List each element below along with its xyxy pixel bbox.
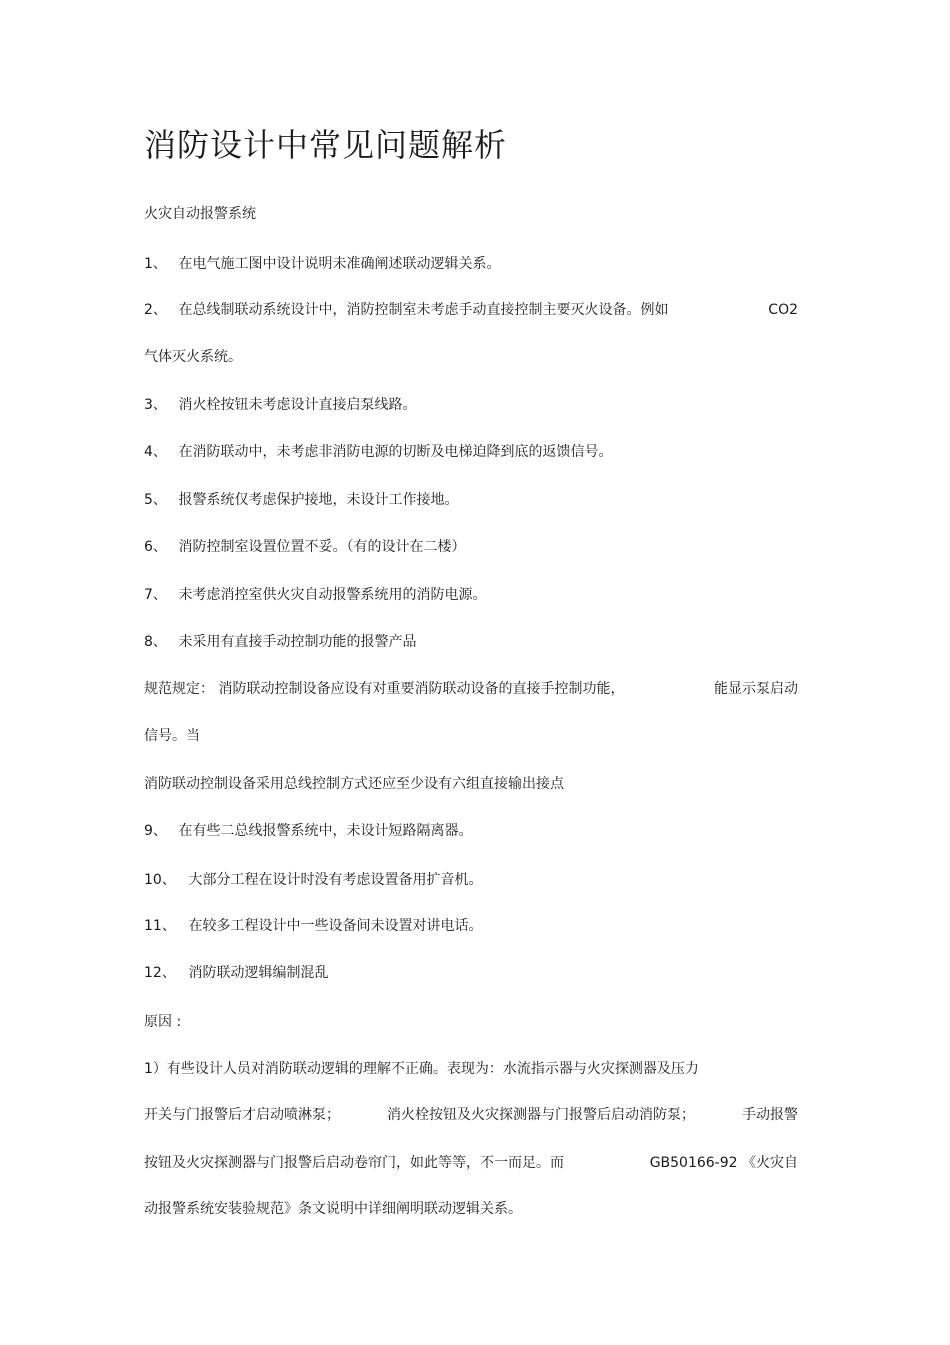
item-text: 未考虑消控室供火灾自动报警系统用的消防电源。 bbox=[178, 587, 487, 603]
reason-label: 原因 : bbox=[144, 1014, 182, 1030]
item-number: 1、 bbox=[144, 256, 167, 272]
section-heading: 火灾自动报警系统 bbox=[144, 206, 256, 222]
spec-text-tail: 能显示泵启动 bbox=[714, 681, 798, 697]
spec-text: 规范规定： 消防联动控制设备应设有对重要消防联动设备的直接手控制功能， bbox=[144, 681, 625, 697]
item-number: 11、 bbox=[144, 918, 176, 934]
page-title: 消防设计中常见问题解析 bbox=[144, 126, 508, 164]
item-text: 在电气施工图中设计说明未准确阐述联动逻辑关系。 bbox=[178, 256, 501, 272]
list-item-5 bbox=[144, 490, 458, 510]
reason-text-a: 开关与门报警后才启动喷淋泵； bbox=[144, 1107, 340, 1123]
item-text: 在有些二总线报警系统中，未设计短路隔离器。 bbox=[178, 823, 473, 839]
item-text: 消防联动逻辑编制混乱 bbox=[188, 965, 329, 981]
item-number: 6、 bbox=[144, 539, 167, 555]
list-item-12 bbox=[144, 963, 328, 983]
item-text: 在总线制联动系统设计中，消防控制室未考虑手动直接控制主要灭火设备。例如 bbox=[178, 302, 669, 318]
list-item-3 bbox=[144, 395, 416, 415]
reason-text-b: 消火栓按钮及火灾探测器与门报警后启动消防泵； bbox=[387, 1107, 695, 1123]
item-text: 在较多工程设计中一些设备间未设置对讲电话。 bbox=[188, 918, 483, 934]
list-item-8 bbox=[144, 632, 416, 652]
reason-text-b: GB50166-92 《火灾自 bbox=[649, 1155, 798, 1171]
item-number: 8、 bbox=[144, 634, 167, 650]
list-item-2 bbox=[144, 300, 798, 320]
item-number: 7、 bbox=[144, 587, 167, 603]
list-item-2-continued: 气体灭火系统。 bbox=[144, 349, 242, 365]
item-number: 10、 bbox=[144, 872, 176, 888]
item-number: 3、 bbox=[144, 397, 167, 413]
item-number: 4、 bbox=[144, 444, 167, 460]
list-item-1 bbox=[144, 254, 500, 274]
list-item-9 bbox=[144, 821, 472, 841]
reason-text-c: 手动报警 bbox=[742, 1107, 798, 1123]
spec-line-2: 信号。当 bbox=[144, 728, 200, 744]
reason-line-3 bbox=[144, 1153, 798, 1173]
item-number: 9、 bbox=[144, 823, 167, 839]
list-item-4 bbox=[144, 442, 612, 462]
item-text: 报警系统仅考虑保护接地，未设计工作接地。 bbox=[178, 492, 459, 508]
item-text: 在消防联动中，未考虑非消防电源的切断及电梯迫降到底的返馈信号。 bbox=[178, 444, 613, 460]
item-2-main bbox=[144, 300, 668, 320]
item-number: 2、 bbox=[144, 302, 167, 318]
list-item-11 bbox=[144, 916, 482, 936]
reason-line-4: 动报警系统安装验规范》条文说明中详细阐明联动逻辑关系。 bbox=[144, 1201, 522, 1217]
list-item-6 bbox=[144, 537, 465, 557]
reason-line-1: 1）有些设计人员对消防联动逻辑的理解不正确。表现为：水流指示器与火灾探测器及压力 bbox=[144, 1061, 699, 1077]
item-text: 消火栓按钮未考虑设计直接启泵线路。 bbox=[178, 397, 417, 413]
item-text: 消防控制室设置位置不妥。（有的设计在二楼） bbox=[178, 539, 466, 555]
item-number: 12、 bbox=[144, 965, 176, 981]
item-number: 5、 bbox=[144, 492, 167, 508]
item-text: 大部分工程在设计时没有考虑设置备用扩音机。 bbox=[188, 872, 483, 888]
reason-text-a: 按钮及火灾探测器与门报警后启动卷帘门，如此等等，不一而足。而 bbox=[144, 1155, 564, 1171]
list-item-7 bbox=[144, 585, 486, 605]
item-text: 未采用有直接手动控制功能的报警产品 bbox=[178, 634, 417, 650]
spec-line-3: 消防联动控制设备采用总线控制方式还应至少设有六组直接输出接点 bbox=[144, 776, 564, 792]
item-text-tail: CO2 bbox=[768, 302, 798, 318]
list-item-10 bbox=[144, 870, 482, 890]
reason-line-2 bbox=[144, 1105, 798, 1125]
spec-line-1 bbox=[144, 679, 798, 699]
